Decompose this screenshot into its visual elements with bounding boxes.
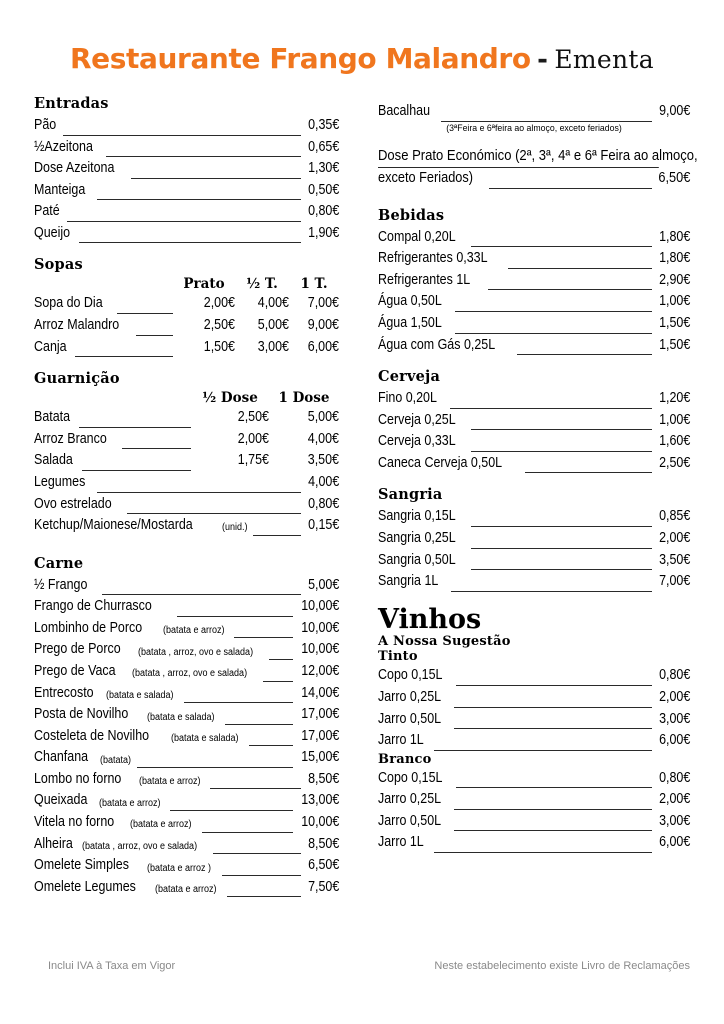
- item-name: Vitela no forno: [34, 814, 115, 831]
- list-item: [34, 639, 339, 660]
- item-price: 1,90€: [307, 224, 339, 241]
- leader-line: [75, 343, 173, 357]
- item-price: 1,00€: [658, 293, 690, 310]
- leader-line: [106, 143, 301, 157]
- title-dash: -: [537, 45, 548, 75]
- price-half: 4,00€: [257, 295, 289, 312]
- leader-line: [434, 737, 652, 751]
- leader-line: [455, 298, 652, 312]
- list-item: [34, 790, 339, 811]
- item-price: 1,50€: [658, 336, 690, 353]
- list-item-prato-economico: [378, 146, 698, 189]
- item-description: (batata e arroz): [130, 819, 192, 831]
- table-row: [34, 337, 339, 358]
- item-name-line1: Dose Prato Económico (2ª, 3ª, 4ª e 6ª Feira ao almoço,: [378, 146, 659, 168]
- item-price: 2,00€: [658, 688, 690, 705]
- item-name: Sangria 1L: [378, 573, 439, 590]
- price-half-dose: 2,50€: [237, 409, 269, 426]
- item-name: Prego de Porco: [34, 641, 121, 658]
- leader-line: [441, 108, 651, 122]
- right-column: [378, 95, 698, 854]
- item-name: Dose Azeitona: [34, 160, 115, 177]
- section-heading-guarnicao: Guarnição: [34, 370, 120, 388]
- item-price: 8,50€: [307, 770, 339, 787]
- leader-line: [508, 255, 651, 269]
- leader-line: [82, 457, 191, 471]
- price-one-dose: 0,80€: [307, 495, 339, 512]
- item-price: 1,20€: [658, 390, 690, 407]
- leader-line: [471, 556, 651, 570]
- item-description: (batata e salada): [106, 689, 174, 701]
- item-description: (batata e salada): [146, 711, 215, 723]
- section-heading-vinhos: Vinhos: [378, 603, 482, 635]
- list-item: [34, 515, 339, 536]
- list-item: [34, 812, 339, 833]
- leader-line: [184, 689, 292, 703]
- list-item: [34, 704, 339, 725]
- item-price: 17,00€: [300, 706, 339, 723]
- left-column: [34, 95, 339, 898]
- list-item: [34, 494, 339, 515]
- item-price: 0,80€: [658, 769, 690, 786]
- leader-line: [102, 581, 301, 595]
- list-item: [378, 528, 690, 549]
- footer-right-text: Neste estabelecimento existe Livro de Reclamações: [434, 960, 690, 972]
- leader-line: [127, 500, 300, 514]
- item-description: (batata e salada): [170, 733, 239, 745]
- leader-line: [170, 797, 292, 811]
- list-item: [378, 768, 690, 789]
- item-price: 10,00€: [300, 598, 339, 615]
- list-item: [378, 665, 690, 686]
- item-name: Arroz Branco: [34, 430, 107, 447]
- guarnicao-column-headers: [34, 390, 339, 406]
- list-item: [378, 730, 690, 751]
- item-price: 9,00€: [658, 103, 690, 119]
- list-item: [378, 335, 690, 356]
- item-description: (batata e arroz ): [147, 862, 212, 874]
- leader-line: [131, 165, 301, 179]
- vinhos-branco-list: [378, 768, 690, 853]
- list-item: [34, 747, 339, 768]
- item-description: (batata , arroz, ovo e salada): [137, 646, 253, 658]
- item-price: 10,00€: [300, 641, 339, 658]
- item-name-line2: exceto Feriados): [378, 169, 474, 186]
- price-prato: 2,00€: [203, 295, 235, 312]
- item-price: 0,65€: [307, 138, 339, 155]
- list-item: [34, 855, 339, 876]
- page-title: [34, 42, 690, 75]
- item-price: 2,00€: [658, 529, 690, 546]
- leader-line: [137, 754, 292, 768]
- leader-line: [67, 208, 301, 222]
- sangria-list: [378, 506, 690, 591]
- list-item: [34, 158, 339, 179]
- item-price: 7,00€: [658, 573, 690, 590]
- leader-line: [63, 122, 301, 136]
- item-name: Fino 0,20L: [378, 390, 437, 407]
- leader-line: [79, 229, 301, 243]
- leader-line: [177, 603, 293, 617]
- leader-line: [97, 186, 301, 200]
- item-name: Sangria 0,25L: [378, 529, 456, 546]
- item-name: Omelete Legumes: [34, 878, 136, 895]
- item-name: Omelete Simples: [34, 857, 129, 874]
- item-description: (batata e arroz): [162, 625, 225, 637]
- list-item: [378, 832, 690, 853]
- leader-line: [454, 796, 651, 810]
- list-item: [34, 726, 339, 747]
- item-name: Jarro 0,25L: [378, 791, 442, 808]
- price-one: 9,00€: [307, 317, 339, 334]
- item-price: 6,00€: [658, 732, 690, 749]
- list-item: [378, 388, 690, 409]
- leader-line: [471, 535, 651, 549]
- leader-line: [471, 416, 651, 430]
- table-row: [34, 429, 339, 450]
- list-item: [378, 270, 690, 291]
- item-price: 7,50€: [307, 878, 339, 895]
- section-heading-entradas: Entradas: [34, 95, 109, 112]
- leader-line: [79, 414, 191, 428]
- leader-line: [517, 341, 651, 355]
- item-name: Salada: [34, 452, 73, 469]
- item-price: 2,50€: [658, 454, 690, 471]
- item-name: Arroz Malandro: [34, 317, 120, 334]
- item-price: 8,50€: [307, 835, 339, 852]
- leader-line: [488, 276, 652, 290]
- item-name: Refrigerantes 0,33L: [378, 250, 488, 267]
- list-item: [378, 687, 690, 708]
- item-price: 1,50€: [658, 314, 690, 331]
- spacer: [34, 358, 339, 370]
- leader-line: [471, 513, 651, 527]
- column-header-one: 1 T.: [300, 276, 328, 293]
- item-price: 0,80€: [307, 203, 339, 220]
- list-item: [34, 877, 339, 898]
- item-description: (batata , arroz, ovo e salada): [82, 841, 198, 852]
- item-name: Bacalhau: [378, 103, 431, 119]
- item-description: (batata e arroz): [138, 776, 201, 788]
- leader-line: [456, 774, 652, 788]
- subsection-heading-branco: Branco: [378, 751, 432, 767]
- item-price: 0,50€: [307, 181, 339, 198]
- guarnicao-list: [34, 407, 339, 535]
- list-item: [378, 227, 690, 248]
- list-item-bacalhau: [378, 101, 690, 122]
- item-description: (batata): [99, 754, 131, 766]
- list-item: [34, 683, 339, 704]
- sopas-list: [34, 293, 339, 357]
- footer: [48, 960, 690, 972]
- list-item: [378, 431, 690, 452]
- leader-line: [249, 732, 293, 746]
- leader-line: [117, 300, 173, 314]
- leader-line: [210, 775, 301, 789]
- price-prato: 1,50€: [203, 338, 235, 355]
- item-price: 13,00€: [300, 792, 339, 809]
- item-price: 2,00€: [658, 791, 690, 808]
- item-name: Pão: [34, 117, 57, 133]
- item-price: 1,60€: [658, 433, 690, 450]
- table-row: [34, 450, 339, 471]
- spacer: [34, 244, 339, 256]
- item-price: 6,50€: [307, 857, 339, 874]
- price-half-dose: 2,00€: [237, 430, 269, 447]
- entradas-list: [34, 115, 339, 243]
- section-heading-sangria: Sangria: [378, 486, 443, 504]
- list-item: [378, 550, 690, 571]
- item-name: Posta de Novilho: [34, 706, 129, 723]
- item-name: ½Azeitona: [34, 138, 93, 155]
- list-item: [378, 453, 690, 474]
- price-prato: 2,50€: [203, 317, 235, 334]
- leader-line: [471, 233, 651, 247]
- item-name: Sopa do Dia: [34, 295, 103, 312]
- menu-word: Ementa: [554, 45, 654, 74]
- list-item: [34, 180, 339, 201]
- column-header-one-dose: 1 Dose: [278, 390, 330, 407]
- leader-line: [234, 624, 293, 638]
- item-price: 15,00€: [300, 749, 339, 766]
- list-item: [378, 709, 690, 730]
- leader-line: [455, 320, 652, 334]
- price-half: 5,00€: [257, 317, 289, 334]
- leader-line: [450, 395, 652, 409]
- list-item: [378, 789, 690, 810]
- item-name: Jarro 1L: [378, 834, 424, 851]
- item-name: Paté: [34, 203, 60, 220]
- item-price: 6,50€: [658, 169, 690, 186]
- list-item: [34, 223, 339, 244]
- leader-line: [269, 646, 293, 660]
- restaurant-name: Restaurante Frango Malandro: [70, 42, 531, 75]
- leader-line: [253, 522, 301, 536]
- price-one-dose: 0,15€: [307, 517, 339, 534]
- item-name: Cerveja 0,25L: [378, 411, 456, 428]
- list-item: [34, 472, 339, 493]
- list-item: [378, 410, 690, 431]
- leader-line: [227, 883, 301, 897]
- item-price: 17,00€: [300, 727, 339, 744]
- item-price: 3,50€: [658, 551, 690, 568]
- item-name: Ovo estrelado: [34, 495, 112, 512]
- list-item: [34, 575, 339, 596]
- subsection-heading-tinto: Tinto: [378, 649, 418, 665]
- spacer: [378, 134, 690, 146]
- list-item: [34, 834, 339, 855]
- section-heading-carne: Carne: [34, 554, 84, 572]
- item-price: 2,90€: [658, 271, 690, 288]
- item-price: 3,00€: [658, 710, 690, 727]
- leader-line: [489, 175, 652, 189]
- list-item: [378, 313, 690, 334]
- list-item: [34, 596, 339, 617]
- spacer: [378, 593, 690, 605]
- item-name: Compal 0,20L: [378, 228, 456, 245]
- item-name: Queijo: [34, 224, 71, 241]
- item-name: Chanfana: [34, 749, 89, 766]
- item-name: ½ Frango: [34, 576, 88, 593]
- leader-line: [454, 817, 651, 831]
- column-header-prato: Prato: [183, 276, 225, 293]
- item-name: Jarro 1L: [378, 732, 424, 749]
- item-price: 12,00€: [300, 662, 339, 679]
- item-price: 1,80€: [658, 250, 690, 267]
- item-name: Refrigerantes 1L: [378, 271, 471, 288]
- item-name: Manteiga: [34, 181, 86, 198]
- price-one-dose: 4,00€: [307, 430, 339, 447]
- item-name: Copo 0,15L: [378, 667, 443, 684]
- item-name: Caneca Cerveja 0,50L: [378, 454, 503, 471]
- leader-line: [97, 479, 301, 493]
- spacer: [378, 474, 690, 486]
- section-heading-sopas: Sopas: [34, 256, 83, 274]
- item-price: 0,85€: [658, 508, 690, 525]
- item-description: (batata e arroz): [99, 797, 161, 809]
- price-one-dose: 4,00€: [307, 473, 339, 490]
- leader-line: [456, 672, 652, 686]
- column-header-half-dose: ½ Dose: [202, 390, 258, 407]
- list-item: [34, 618, 339, 639]
- list-item: [378, 571, 690, 592]
- leader-line: [434, 839, 652, 853]
- item-name: Alheira: [34, 835, 73, 852]
- item-description: (batata e arroz): [155, 884, 218, 896]
- cerveja-list: [378, 388, 690, 473]
- item-description: (unid.): [221, 522, 248, 534]
- item-name: Canja: [34, 338, 67, 355]
- item-name: Queixada: [34, 792, 88, 809]
- price-one: 7,00€: [307, 295, 339, 312]
- footer-left-text: Inclui IVA à Taxa em Vigor: [48, 960, 176, 972]
- list-item: [34, 115, 339, 136]
- item-price: 1,30€: [307, 160, 339, 177]
- item-price: 10,00€: [300, 619, 339, 636]
- list-item: [378, 811, 690, 832]
- price-half: 3,00€: [257, 338, 289, 355]
- leader-line: [451, 578, 652, 592]
- leader-line: [525, 459, 651, 473]
- item-price: 6,00€: [658, 834, 690, 851]
- leader-line: [213, 840, 301, 854]
- table-row: [34, 407, 339, 428]
- spacer: [378, 356, 690, 368]
- bacalhau-note: (3ªFeira e 6ªfeira ao almoço, exceto feriados): [446, 122, 622, 134]
- section-heading-cerveja: Cerveja: [378, 368, 441, 386]
- leader-line: [225, 711, 293, 725]
- leader-line: [202, 819, 293, 833]
- table-row: [34, 293, 339, 314]
- item-name: Jarro 0,50L: [378, 812, 442, 829]
- item-name: Ketchup/Maionese/Mostarda: [34, 517, 193, 534]
- item-description: (batata , arroz, ovo e salada): [131, 668, 247, 680]
- carne-list: [34, 575, 339, 898]
- item-name: Lombo no forno: [34, 770, 122, 787]
- item-name: Prego de Vaca: [34, 662, 116, 679]
- section-heading-bebidas: Bebidas: [378, 206, 445, 224]
- list-item: [34, 137, 339, 158]
- item-price: 1,00€: [658, 411, 690, 428]
- item-name: Sangria 0,50L: [378, 551, 456, 568]
- leader-line: [136, 322, 173, 336]
- item-name: Costeleta de Novilho: [34, 727, 150, 744]
- item-price: 1,80€: [658, 228, 690, 245]
- item-name-line2-row: [378, 168, 690, 189]
- vinhos-tinto-list: [378, 665, 690, 750]
- item-name: Legumes: [34, 473, 86, 490]
- spacer: [34, 537, 339, 555]
- list-item: [378, 506, 690, 527]
- list-item: [34, 201, 339, 222]
- price-half-dose: 1,75€: [237, 452, 269, 469]
- item-price: 0,35€: [307, 117, 339, 133]
- leader-line: [122, 435, 191, 449]
- item-name: Entrecosto: [34, 684, 94, 701]
- item-name: Jarro 0,25L: [378, 688, 442, 705]
- sopas-column-headers: [34, 276, 339, 292]
- table-row: [34, 315, 339, 336]
- list-item: [378, 291, 690, 312]
- price-one-dose: 5,00€: [307, 409, 339, 426]
- item-price: 10,00€: [300, 814, 339, 831]
- list-item: [34, 661, 339, 682]
- leader-line: [454, 694, 651, 708]
- leader-line: [454, 715, 651, 729]
- item-name: Sangria 0,15L: [378, 508, 456, 525]
- bebidas-list: [378, 227, 690, 355]
- vinhos-subtitle: A Nossa Sugestão: [378, 634, 511, 650]
- item-name: Jarro 0,50L: [378, 710, 442, 727]
- item-name: Lombinho de Porco: [34, 619, 143, 636]
- item-name: Copo 0,15L: [378, 769, 443, 786]
- list-item: [34, 769, 339, 790]
- menu-columns: [34, 95, 698, 898]
- item-name: Cerveja 0,33L: [378, 433, 456, 450]
- item-price: 0,80€: [658, 667, 690, 684]
- item-name: Água 1,50L: [378, 314, 442, 331]
- leader-line: [222, 862, 301, 876]
- item-name: Batata: [34, 409, 71, 426]
- column-header-half: ½ T.: [246, 276, 278, 293]
- price-one: 6,00€: [307, 338, 339, 355]
- item-name: Água 0,50L: [378, 293, 442, 310]
- item-price: 5,00€: [307, 576, 339, 593]
- item-name: Água com Gás 0,25L: [378, 336, 496, 353]
- leader-line: [263, 668, 293, 682]
- list-item: [378, 248, 690, 269]
- spacer: [378, 189, 690, 207]
- item-price: 14,00€: [300, 684, 339, 701]
- price-one-dose: 3,50€: [307, 452, 339, 469]
- item-price: 3,00€: [658, 812, 690, 829]
- item-name: Frango de Churrasco: [34, 598, 152, 615]
- leader-line: [471, 438, 651, 452]
